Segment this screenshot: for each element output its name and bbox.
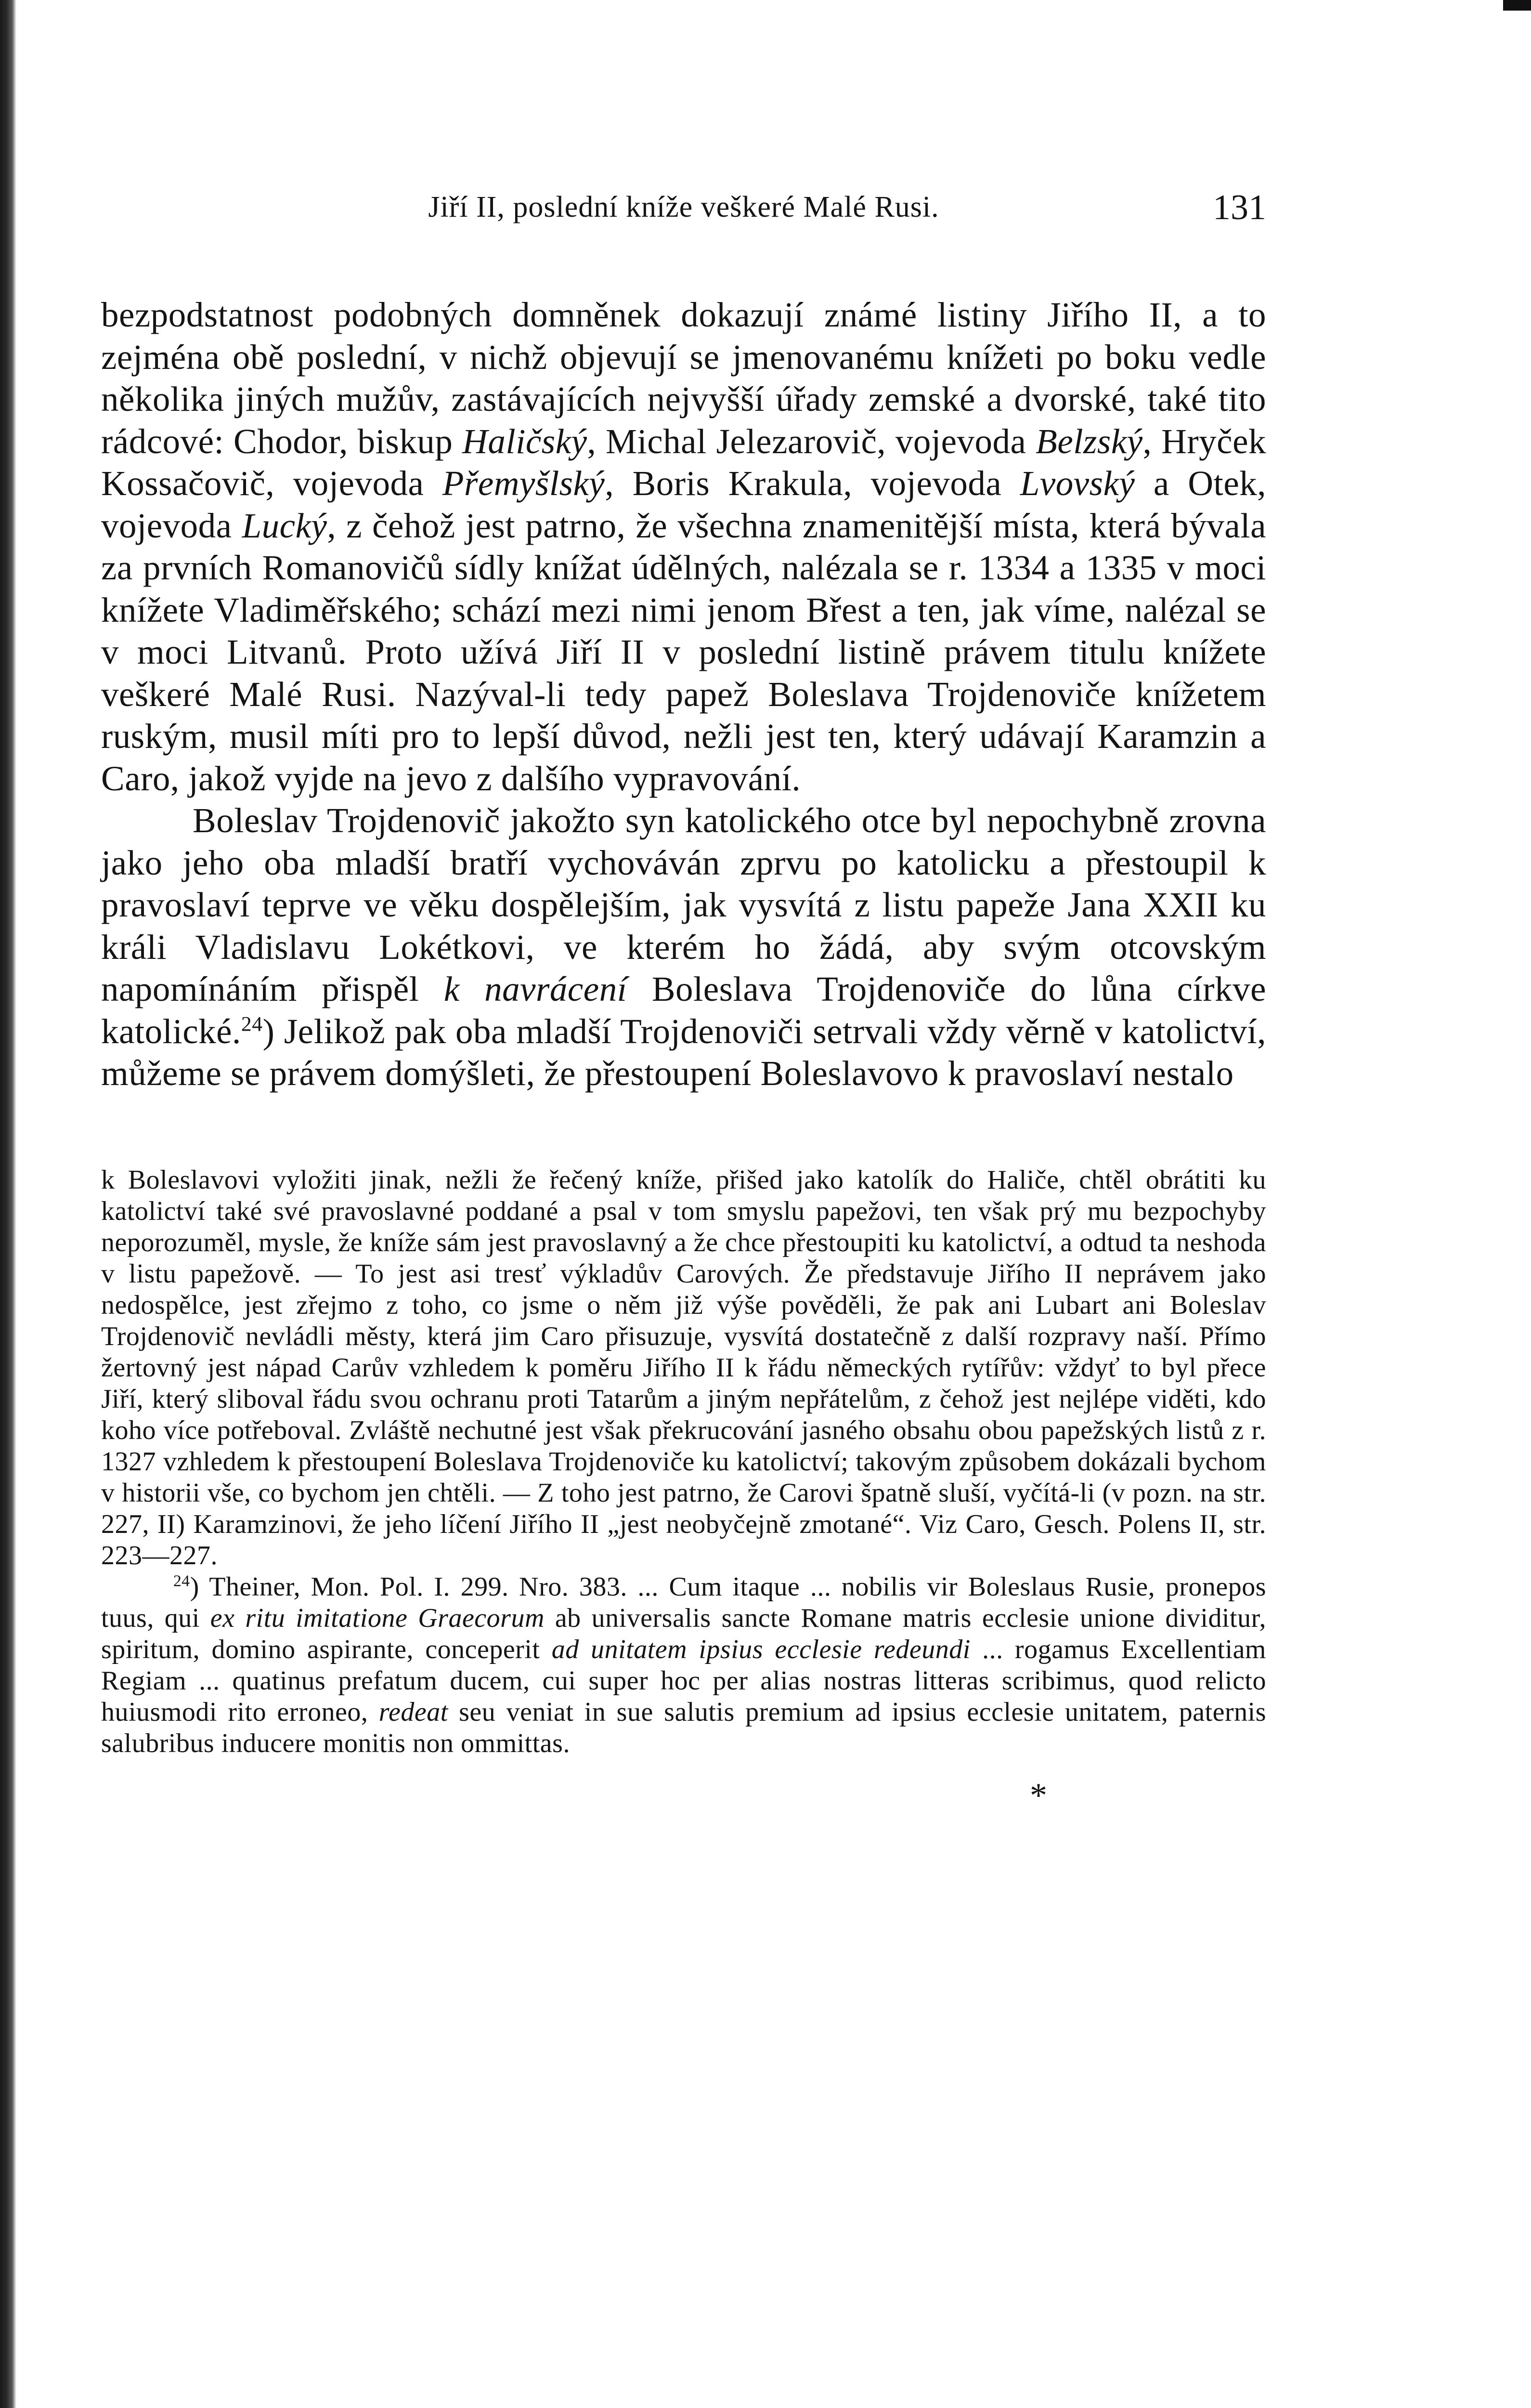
italic-phrase: k navrácení <box>443 969 627 1008</box>
paragraph-2 <box>101 799 1266 1095</box>
text-run: seu veniat in sue salutis premium ad ipsius ecclesie unitatem, paternis salubribus inducere monitis non ommittas. <box>101 1697 1266 1758</box>
italic-latin: ad unitatem ipsius ecclesie redeundi <box>551 1634 971 1664</box>
text-run: ... rogamus Excellentiam Regiam ... quatinus prefatum ducem, cui super hoc per alias nostras litteras scribimus, quod relicto huiusmodi rito erroneo, <box>101 1634 1266 1727</box>
text-run: ab universalis sancte Romane matris ecclesie unione dividitur, spiritum, domino aspirante, conceperit <box>101 1603 1266 1664</box>
signature-mark: * <box>1030 1776 1047 1815</box>
text-run: Boleslava Trojdenoviče do lůna církve katolické. <box>101 969 1266 1051</box>
text-run: Boleslav Trojdenovič jakožto syn katolického otce byl nepochybně zrovna jako jeho oba mladší bratří vychováván zprvu po katolicku a přestoupil k pravoslaví teprve ve věku dospělejším, jak vysvítá z listu papeže Jana XXII ku králi Vladislavu Lokétkovi, ve kterém ho žádá, aby svým otcovským napomínáním přispěl <box>101 801 1266 1008</box>
italic-latin: ex ritu imitatione Graecorum <box>210 1603 545 1633</box>
italic-place-name: Belzský <box>1036 421 1143 461</box>
footnote-ref-24: 24 <box>241 1012 263 1036</box>
running-title: Jiří II, poslední kníže veškeré Malé Rusi. <box>428 191 939 223</box>
italic-place-name: Lucký <box>242 506 327 545</box>
text-run: , z čehož jest patrno, že všechna znamenitější místa, která bývala za prvních Romanovičů sídly knížat údělných, nalézala se r. 1334 a 1335 v moci knížete Vladiměřského; schází mezi nimi jenom Břest a ten, jak víme, nalézal se v moci Litvanů. Proto užívá Jiří II v poslední listině právem titulu knížete veškeré Malé Rusi. Nazýval-li tedy papež Boleslava Trojdenoviče knížetem ruským, musil míti pro to lepší důvod, nežli jest ten, který udávají Karamzin a Caro, jakož vyjde na jevo z dalšího vypravování. <box>101 506 1266 798</box>
footnote-24 <box>101 1571 1266 1759</box>
text-run: bezpodstatnost podobných domněnek dokazují známé listiny Jiřího II, a to zejména obě poslední, v nichž objevují se jmenovanému knížeti po boku vedle několika jiných mužův, zastávajících nejvyšší úřady zemské a dvorské, také tito rádcové: Chodor, biskup <box>101 295 1266 461</box>
italic-place-name: Přemyšlský <box>442 464 605 503</box>
text-run: ) Jelikož pak oba mladší Trojdenoviči setrvali vždy věrně v katolictví, můžeme se právem domýšleti, že přestoupení Boleslavovo k pravoslaví nestalo <box>101 1011 1266 1093</box>
book-page <box>101 190 1266 1816</box>
footnote-continued: k Boleslavovi vyložiti jinak, nežli že řečený kníže, přišed jako katolík do Haliče, chtěl obrátiti ku katolictví také své pravoslavné poddané a psal v tom smyslu papežovi, ten však prý mu bezpochyby neporozuměl, mysle, že kníže sám jest pravoslavný a že chce přestoupiti ku katolictví, a odtud ta neshoda v listu papežově. — To jest asi tresť výkladův Carových. Že představuje Jiřího II neprávem jako nedospělce, jest zřejmo z toho, co jsme o něm již výše pověděli, že pak ani Lubart ani Boleslav Trojdenovič nevládli městy, která jim Caro přisuzuje, vysvítá dostatečně z další rozpravy naší. Přímo žertovný jest nápad Carův vzhledem k poměru Jiřího II k řádu německých rytířův: vždyť to byl přece Jiří, který sliboval řádu svou ochranu proti Tatarům a jiným nepřátelům, z čehož jest nejlépe viděti, kdo koho více potřeboval. Zvláště nechutné jest však překrucování jasného obsahu obou papežských listů z r. 1327 vzhledem k přestoupení Boleslava Trojdenoviče ku katolictví; takovým způsobem dokázali bychom v historii vše, co bychom jen chtěli. — Z toho jest patrno, že Carovi špatně sluší, vyčítá-li (v pozn. na str. 227, II) Karamzinovi, že jeho líčení Jiřího II „jest neobyčejně zmotané“. Viz Caro, Gesch. Polens II, str. 223—227. <box>101 1165 1266 1570</box>
footnotes <box>101 1165 1266 1759</box>
italic-place-name: Lvovský <box>1020 464 1135 503</box>
scan-corner-mark <box>1503 0 1531 11</box>
text-run: a Otek, vojevoda <box>101 464 1266 545</box>
italic-latin: redeat <box>378 1697 448 1727</box>
text-run: ) Theiner, Mon. Pol. I. 299. Nro. 383. ... Cum itaque ... nobilis vir Boleslaus Rusie, pronepos tuus, qui <box>101 1571 1266 1633</box>
running-head <box>101 190 1266 236</box>
paragraph-1 <box>101 294 1266 799</box>
text-run: , Hryček Kossačovič, vojevoda <box>101 421 1266 503</box>
main-text <box>101 294 1266 1095</box>
scan-left-edge <box>0 0 16 2408</box>
text-run: , Boris Krakula, vojevoda <box>605 464 1020 503</box>
footnote-number: 24 <box>173 1571 190 1590</box>
text-run: , Michal Jelezarovič, vojevoda <box>587 421 1036 461</box>
italic-place-name: Haličský <box>462 421 587 461</box>
page-number: 131 <box>1213 188 1266 227</box>
